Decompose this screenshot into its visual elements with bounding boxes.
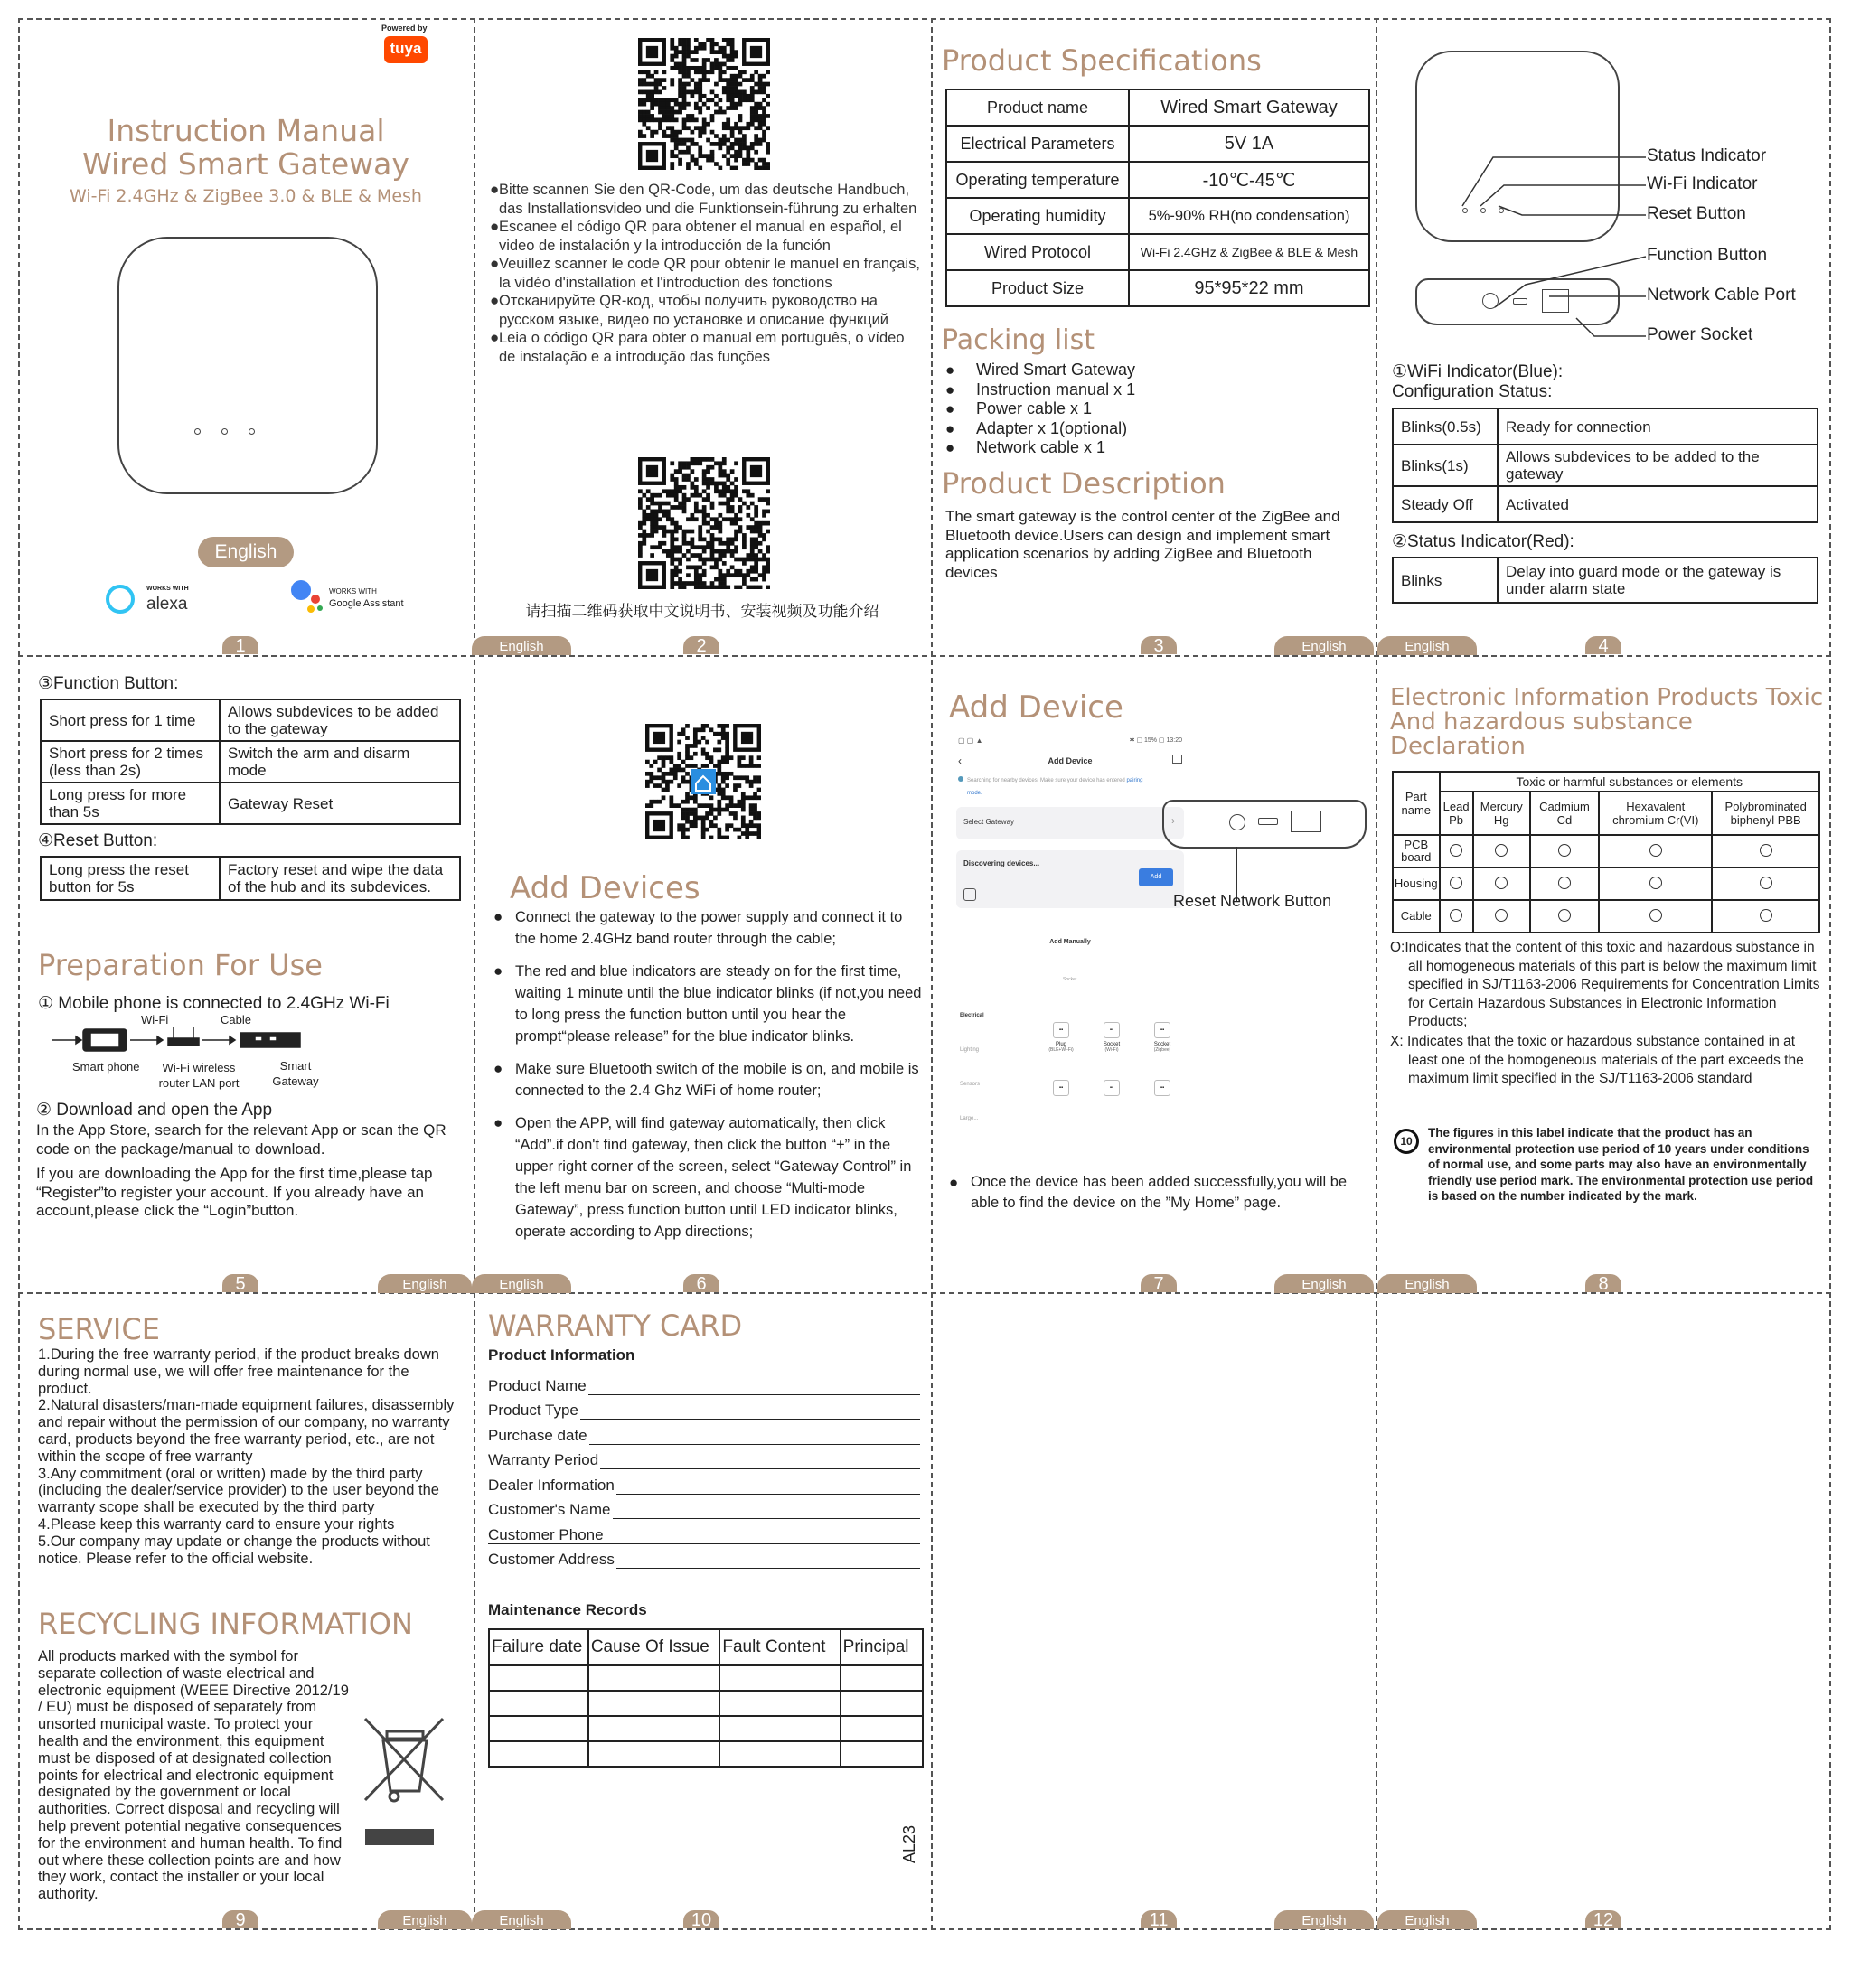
spec-label: Product name: [946, 89, 1129, 126]
packing-item: ● Adapter x 1(optional): [945, 419, 1135, 439]
table-cell: Ready for connection: [1498, 408, 1818, 445]
scan-icon[interactable]: [1172, 755, 1182, 764]
prep-title: Preparation For Use: [38, 948, 323, 982]
table-row: [1393, 445, 1818, 486]
qr-code[interactable]: [638, 38, 770, 170]
field-line: [616, 1479, 920, 1495]
status-bar-right: ✱ ▢ 15% ▢ 13:20: [1129, 737, 1182, 744]
table-cell[interactable]: [719, 1691, 840, 1716]
device-tile[interactable]: [1142, 1022, 1182, 1053]
table-cell[interactable]: [841, 1741, 923, 1767]
app-qr-code[interactable]: [645, 724, 761, 839]
step-2: ② Download and open the App: [36, 1101, 273, 1120]
language-tab: English: [1274, 1274, 1374, 1293]
status-indicator-title: ②Status Indicator(Red):: [1392, 532, 1574, 551]
field-label: Product Name: [488, 1376, 587, 1394]
status-table: [1392, 557, 1818, 604]
table-cell: Long press for more than 5s: [41, 783, 220, 824]
socket-icon: ▪▪: [1104, 1022, 1120, 1038]
table-row: [41, 699, 460, 741]
qr-code-cn[interactable]: [638, 457, 770, 589]
part-name: Cable: [1393, 900, 1440, 933]
spec-value: Wired Smart Gateway: [1129, 89, 1369, 126]
add-devices-steps: [493, 906, 924, 1242]
table-cell[interactable]: [489, 1665, 588, 1691]
table-row: [41, 783, 460, 824]
device-tile[interactable]: [1092, 1022, 1132, 1053]
panel-specs: [933, 20, 1374, 654]
table-cell: Switch the arm and disarm mode: [220, 741, 460, 783]
language-tab: English: [472, 1910, 571, 1929]
language-tab: English: [472, 636, 571, 655]
table-row: [1393, 558, 1818, 603]
spec-label: Operating temperature: [946, 162, 1129, 198]
spec-value: 95*95*22 mm: [1129, 270, 1369, 306]
field-label: Warranty Period: [488, 1451, 599, 1468]
table-row: [1393, 835, 1819, 867]
table-row[interactable]: [489, 1716, 923, 1741]
warranty-title: WARRANTY CARD: [488, 1308, 743, 1343]
table-row: [1393, 408, 1818, 445]
discovering-card: [956, 850, 1184, 908]
lang-fr: ● Veuillez scanner le code QR pour obtenir le manuel en français, la vidéo d'installation et l'introduction des fonctions: [490, 255, 924, 292]
lang-ru: ● Отсканируйте QR-код, чтобы получить руководство на русском языке, видео по установке и описание функций: [490, 292, 924, 329]
back-icon[interactable]: ‹: [958, 755, 962, 767]
table-cell: Activated: [1498, 486, 1818, 522]
field-label: Product Type: [488, 1402, 578, 1419]
hazard-title: Electronic Information Products Toxic And hazardous substance Declaration: [1390, 684, 1824, 760]
add-devices-title: Add Devices: [510, 870, 700, 906]
warranty-field[interactable]: [488, 1395, 920, 1421]
screen-title: Add Device: [1048, 756, 1093, 765]
field-line: [606, 1529, 920, 1544]
packing-title: Packing list: [942, 324, 1095, 356]
circle-icon: [1495, 909, 1508, 922]
reset-table: [40, 856, 461, 901]
alexa-works-with: WORKS WITH: [146, 586, 189, 592]
circle-icon: [1558, 909, 1571, 922]
compliance-mark: [1530, 835, 1599, 867]
compliance-mark: [1712, 900, 1819, 933]
socket-icon: ▪▪: [1053, 1080, 1069, 1096]
compliance-mark: [1530, 867, 1599, 900]
cover-subtitle: Wi-Fi 2.4GHz & ZigBee 3.0 & BLE & Mesh: [70, 186, 422, 206]
table-cell: Short press for 2 times (less than 2s): [41, 741, 220, 783]
table-cell[interactable]: [841, 1691, 923, 1716]
page-number: 4: [1585, 636, 1621, 654]
success-note: ● Once the device has been added successfully,you will be able to find the device on the ”My Home” page.: [949, 1172, 1365, 1214]
table-cell: Allows subdevices to be added to the gateway: [220, 699, 460, 741]
add-button[interactable]: Add: [1139, 868, 1173, 886]
connection-diagram: [52, 1017, 351, 1058]
o-note: O:Indicates that the content of this toxic and hazardous substance in all homogeneous materials of this part is below the maximum limit specified in SJ/T1163-2006 Requirements for Concentration Limits for Certain Hazardous Substances in Electronic Information Products;: [1390, 940, 1820, 1029]
spec-row: [946, 89, 1369, 126]
part-name: Housing: [1393, 867, 1440, 900]
lang-es: ● Escanee el código QR para obtener el manual en español, el video de instalación y la introducción de la función: [490, 218, 924, 255]
part-name-header: Part name: [1393, 772, 1440, 835]
warranty-field[interactable]: [488, 1420, 920, 1445]
select-gateway-label: Select Gateway: [963, 818, 1015, 826]
table-row: [1393, 867, 1819, 900]
table-row[interactable]: [489, 1741, 923, 1767]
socket-icon: ▪▪: [1104, 1080, 1120, 1096]
config-status: Configuration Status:: [1392, 382, 1553, 401]
packing-list: [945, 361, 1135, 458]
router-label: Wi-Fi wireless router LAN port: [158, 1061, 240, 1090]
page-number: 8: [1585, 1274, 1621, 1292]
table-row[interactable]: [489, 1691, 923, 1716]
eco-10-icon: 10: [1394, 1129, 1419, 1154]
panel-cover: [20, 20, 472, 654]
table-cell[interactable]: [588, 1665, 720, 1691]
substance-col: Mercury Hg: [1473, 792, 1530, 835]
service-text: 1.During the free warranty period, if the product breaks down during normal use, we will offer free maintenance for the product. 2.Natural disasters/man-made equipment failures, disassembly and repair without the permission of our company, no warranty card, products beyond the free warranty period, etc., are not within the scope of free warranty 3.Any commitment (oral or written) made by the third party (including the dealer/service provider) to the user beyond the warranty scope shall be executed by the third party 4.Please keep this warranty card to ensure your rights 5.Our company may update or change the products without notice. Please refer to the official website.: [38, 1346, 455, 1567]
spec-label: Operating humidity: [946, 198, 1129, 234]
warranty-field[interactable]: [488, 1370, 920, 1395]
circle-icon: [1649, 877, 1662, 889]
compliance-mark: [1440, 900, 1473, 933]
maintenance-col: Fault Content: [719, 1629, 840, 1665]
callout-label: Reset Button: [1647, 204, 1746, 223]
category-item[interactable]: Electrical: [960, 1013, 984, 1018]
field-line: [616, 1553, 920, 1569]
alexa-label: alexa: [146, 595, 188, 614]
warranty-field[interactable]: [488, 1495, 920, 1520]
function-table: [40, 699, 461, 825]
table-cell: Short press for 1 time: [41, 699, 220, 741]
extra-line: [488, 1543, 920, 1544]
maintenance-col: Cause Of Issue: [588, 1629, 720, 1665]
compliance-mark: [1599, 867, 1712, 900]
doc-code: AL23: [900, 1824, 918, 1863]
language-tab: English: [378, 1910, 472, 1929]
description-title: Product Description: [942, 466, 1226, 501]
status-bar-left: ▢ ▢ ▲: [958, 736, 983, 745]
spec-value: -10℃-45℃: [1129, 162, 1369, 198]
language-tab: English: [378, 1274, 472, 1293]
add-device-title: Add Device: [949, 689, 1123, 726]
panel-hazard: [1377, 657, 1829, 1291]
field-line: [613, 1504, 920, 1519]
compliance-mark: [1599, 900, 1712, 933]
language-badge: English: [198, 537, 294, 567]
maintenance-title: Maintenance Records: [488, 1601, 647, 1618]
table-cell[interactable]: [489, 1716, 588, 1741]
substance-col: Polybrominated biphenyl PBB: [1712, 792, 1819, 835]
maintenance-col: Failure date: [489, 1629, 588, 1665]
table-cell[interactable]: [588, 1741, 720, 1767]
substances-header: Toxic or harmful substances or elements: [1440, 772, 1819, 792]
alexa-icon: [106, 585, 135, 614]
device-protocol: (BLE+Wi-Fi): [1048, 1047, 1074, 1053]
table-cell: Delay into guard mode or the gateway is under alarm state: [1498, 558, 1818, 603]
socket-heading: Socket: [1063, 977, 1077, 982]
panel-add-device: [933, 657, 1374, 1291]
warranty-field[interactable]: [488, 1519, 920, 1544]
ga-works-with: WORKS WITH: [329, 587, 377, 595]
circle-icon: [1558, 877, 1571, 889]
compliance-mark: [1473, 867, 1530, 900]
spec-table: [945, 89, 1370, 307]
field-label: Customer's Name: [488, 1501, 611, 1518]
spec-value: Wi-Fi 2.4GHz & ZigBee & BLE & Mesh: [1129, 234, 1369, 270]
spec-label: Electrical Parameters: [946, 126, 1129, 162]
circle-icon: [1495, 844, 1508, 857]
chevron-right-icon: ›: [1171, 814, 1175, 827]
table-cell: Factory reset and wipe the data of the hub and its subdevices.: [220, 857, 460, 900]
reset-network-label: Reset Network Button: [1173, 892, 1332, 910]
register-text: If you are downloading the App for the first time,please tap “Register”to register your account. If you already have an account,please click the “Login”button.: [36, 1165, 433, 1219]
table-cell[interactable]: [489, 1691, 588, 1716]
table-row[interactable]: [489, 1665, 923, 1691]
spec-label: Product Size: [946, 270, 1129, 306]
page-number: 6: [683, 1274, 719, 1292]
socket-icon: ▪▪: [1154, 1080, 1170, 1096]
spec-value: 5%-90% RH(no condensation): [1129, 198, 1369, 234]
panel-add-devices: [475, 657, 929, 1291]
device-protocol: (Wi-Fi): [1104, 1047, 1119, 1053]
page-number: 10: [683, 1910, 719, 1928]
maintenance-table: [488, 1628, 924, 1768]
pairing-link[interactable]: pairing mode.: [967, 778, 1143, 796]
field-line: [580, 1404, 920, 1420]
circle-icon: [1450, 844, 1462, 857]
panel-function-prep: [20, 657, 472, 1291]
table-cell[interactable]: [588, 1691, 720, 1716]
packing-item: ● Instruction manual x 1: [945, 380, 1135, 400]
page-number: 5: [222, 1274, 258, 1292]
x-note: X: Indicates that the toxic or hazardous substance contained in at least one of the homogeneous materials of the part exceeds the maximum limit specified in the SJ/T1163-2006 standard: [1390, 1034, 1804, 1086]
language-tab: English: [1274, 1910, 1374, 1929]
device-name: Socket: [1103, 1042, 1121, 1047]
compliance-mark: [1712, 867, 1819, 900]
table-cell: Long press the reset button for 5s: [41, 857, 220, 900]
warranty-fields: [488, 1370, 920, 1569]
table-cell: Blinks: [1393, 558, 1498, 603]
warranty-field[interactable]: [488, 1544, 920, 1570]
phone-label: Smart phone: [72, 1060, 140, 1074]
cover-title-2: Wired Smart Gateway: [82, 146, 409, 182]
compliance-mark: [1473, 835, 1530, 867]
warranty-field[interactable]: [488, 1445, 920, 1470]
page-number: 9: [222, 1910, 258, 1928]
spec-row: [946, 234, 1369, 270]
spec-row: [946, 162, 1369, 198]
language-tab: English: [1377, 1274, 1477, 1293]
table-cell: Gateway Reset: [220, 783, 460, 824]
page-number: 3: [1141, 636, 1177, 654]
table-cell[interactable]: [841, 1716, 923, 1741]
table-cell[interactable]: [719, 1716, 840, 1741]
page-number: 7: [1141, 1274, 1177, 1292]
circle-icon: [1450, 909, 1462, 922]
table-cell: Blinks(1s): [1393, 445, 1498, 486]
language-tab: English: [1274, 636, 1374, 655]
language-list: [490, 181, 924, 366]
table-cell[interactable]: [489, 1741, 588, 1767]
gateway-side-view: [1162, 800, 1367, 849]
panel-warranty: [475, 1294, 929, 1928]
recycling-title: RECYCLING INFORMATION: [38, 1607, 413, 1641]
description-text: The smart gateway is the control center of the ZigBee and Bluetooth device.Users can design and implement smart application scenarios by adding ZigBee and Bluetooth devices: [945, 508, 1340, 581]
callout-label: Status Indicator: [1647, 146, 1767, 165]
callout-label: Wi-Fi Indicator: [1647, 174, 1758, 193]
category-item[interactable]: Large...: [960, 1116, 979, 1121]
field-line: [600, 1454, 920, 1469]
field-label: Customer Address: [488, 1551, 615, 1568]
powered-by: Powered by: [381, 23, 428, 33]
cover-title: Instruction Manual: [107, 113, 385, 148]
table-cell[interactable]: [841, 1665, 923, 1691]
field-line: [589, 1430, 920, 1445]
maintenance-col: Principal: [841, 1629, 923, 1665]
ga-label: Google Assistant: [329, 598, 404, 609]
page-number: 11: [1141, 1910, 1177, 1928]
table-row: [1393, 900, 1819, 933]
spec-title: Product Specifications: [942, 43, 1262, 78]
part-name: PCB board: [1393, 835, 1440, 867]
callout-label: Network Cable Port: [1647, 286, 1796, 305]
step-1: ① Mobile phone is connected to 2.4GHz Wi-Fi: [38, 994, 390, 1013]
wifi-indicator-title: ①WiFi Indicator(Blue):: [1392, 362, 1564, 381]
compliance-mark: [1440, 835, 1473, 867]
searching-text: Searching for nearby devices. Make sure your device has entered: [967, 778, 1125, 783]
language-tab: English: [1377, 1910, 1477, 1929]
google-assistant-icon: [289, 578, 325, 614]
table-cell: Steady Off: [1393, 486, 1498, 522]
compliance-mark: [1712, 835, 1819, 867]
field-label: Customer Phone: [488, 1525, 604, 1543]
step: ● Open the APP, will find gateway automatically, then click “Add”.if don't find gateway, then click the button “+” in the upper right corner of the screen, select “Gateway Control” in the left menu bar on screen, and choose “Multi-mode Gateway”, press function button until LED indicator blinks, operate according to App directions;: [493, 1112, 924, 1242]
substance-col: Lead Pb: [1440, 792, 1473, 835]
panel-blank-12: [1377, 1294, 1829, 1928]
circle-icon: [1649, 909, 1662, 922]
spec-row: [946, 270, 1369, 306]
callout-lines: [1377, 20, 1829, 381]
callout-label: Power Socket: [1647, 325, 1753, 344]
packing-item: ● Network cable x 1: [945, 438, 1135, 458]
panel-qr-languages: [475, 20, 929, 654]
recycling-body: All products marked with the symbol for separate collection of waste electrical and electronic equipment (WEEE Directive 2012/19 / EU) must be disposed of separately from unsorted municipal waste. To protect your health and the environment, this equipment must be disposed of at designated collection points for electrical and electronic equipment designated by the government or local authorities. Correct disposal and recycling will help prevent potential negative consequences for the environment and human health. To find out where these collection points are and how they work, contact the installer or your local authority.: [38, 1648, 349, 1903]
step: ● Connect the gateway to the power supply and connect it to the home 2.4GHz band router through the cable;: [493, 906, 924, 950]
language-tab: English: [472, 1274, 571, 1293]
lang-de: ● Bitte scannen Sie den QR-Code, um das deutsche Handbuch, das Installationsvideo und die Funktionsein-führung zu erhalten: [490, 181, 924, 218]
spec-value: 5V 1A: [1129, 126, 1369, 162]
circle-icon: [1760, 844, 1772, 857]
warranty-field[interactable]: [488, 1469, 920, 1495]
lang-pt: ● Leia o código QR para obter o manual em português, o vídeo de instalação e a introdução das funções: [490, 329, 924, 366]
hazard-table: [1392, 771, 1820, 933]
compliance-mark: [1530, 900, 1599, 933]
gateway-label: Smart Gateway: [272, 1059, 319, 1088]
field-label: Purchase date: [488, 1426, 587, 1444]
function-button-title: ③Function Button:: [38, 674, 179, 693]
field-line: [588, 1380, 920, 1395]
category-item[interactable]: Sensors: [960, 1082, 981, 1087]
add-manually: Add Manually: [1049, 939, 1091, 945]
wifi-table: [1392, 408, 1818, 523]
compliance-mark: [1599, 835, 1712, 867]
env-note: The figures in this label indicate that the product has an environmental protection use period of 10 years under conditions of normal use, and some parts may also have an environmentally friendly use period mark. The environmental protection use period is based on the number indicated by the mark.: [1428, 1126, 1814, 1203]
spec-row: [946, 126, 1369, 162]
circle-icon: [1649, 844, 1662, 857]
panel-indicators: [1377, 20, 1829, 654]
socket-icon: ▪▪: [1053, 1022, 1069, 1038]
step: ● Make sure Bluetooth switch of the mobile is on, and mobile is connected to the 2.4 Ghz WiFi of home router;: [493, 1058, 924, 1102]
device-checkbox[interactable]: [963, 888, 976, 901]
compliance-mark: [1440, 867, 1473, 900]
compliance-mark: [1473, 900, 1530, 933]
cable-label: Cable: [221, 1013, 251, 1027]
packing-item: ● Wired Smart Gateway: [945, 361, 1135, 380]
device-tile[interactable]: [1041, 1022, 1081, 1053]
download-text: In the App Store, search for the relevant App or scan the QR code on the package/manual to download.: [36, 1121, 446, 1158]
spec-label: Wired Protocol: [946, 234, 1129, 270]
phone-screen: [954, 736, 1186, 1008]
reset-button-title: ④Reset Button:: [38, 831, 158, 850]
category-item[interactable]: Lighting: [960, 1047, 980, 1053]
device-protocol: (Zigbee): [1153, 1047, 1171, 1053]
page-number: 2: [683, 636, 719, 654]
table-cell: Blinks(0.5s): [1393, 408, 1498, 445]
field-label: Dealer Information: [488, 1476, 615, 1494]
table-cell[interactable]: [719, 1665, 840, 1691]
table-row: [41, 857, 460, 900]
tuya-logo: tuya: [384, 36, 428, 63]
spec-row: [946, 198, 1369, 234]
table-cell[interactable]: [588, 1716, 720, 1741]
socket-icon: ▪▪: [1154, 1022, 1170, 1038]
packing-item: ● Power cable x 1: [945, 399, 1135, 419]
circle-icon: [1450, 877, 1462, 889]
table-row: [1393, 486, 1818, 522]
panel-blank-11: [933, 1294, 1374, 1928]
gateway-image: [117, 237, 378, 494]
circle-icon: [1760, 877, 1772, 889]
cn-instruction: 请扫描二维码获取中文说明书、安装视频及功能介绍: [525, 603, 879, 620]
service-title: SERVICE: [38, 1312, 160, 1346]
weee-bin-icon: [356, 1713, 456, 1858]
circle-icon: [1760, 909, 1772, 922]
substance-col: Cadmium Cd: [1530, 792, 1599, 835]
circle-icon: [1495, 877, 1508, 889]
panel-service: [20, 1294, 472, 1928]
table-cell[interactable]: [719, 1741, 840, 1767]
select-gateway-row[interactable]: [956, 807, 1184, 839]
wifi-label: Wi-Fi: [141, 1013, 169, 1027]
circle-icon: [1558, 844, 1571, 857]
table-row: [41, 741, 460, 783]
device-name: Socket: [1153, 1042, 1171, 1047]
page-number: 12: [1585, 1910, 1621, 1928]
step: ● The red and blue indicators are steady on for the first time, waiting 1 minute until the blue indicator blinks (if not,you need to long press the function button until you hear the prompt“please release” for the blue indicator blinks.: [493, 961, 924, 1047]
product-info: Product Information: [488, 1346, 635, 1364]
discovering-label: Discovering devices...: [963, 859, 1040, 867]
substance-col: Hexavalent chromium Cr(VI): [1599, 792, 1712, 835]
table-cell: Allows subdevices to be added to the gateway: [1498, 445, 1818, 486]
language-tab: English: [1377, 636, 1477, 655]
callout-label: Function Button: [1647, 246, 1768, 265]
device-name: Plug: [1055, 1042, 1066, 1047]
page-number: 1: [222, 636, 258, 654]
